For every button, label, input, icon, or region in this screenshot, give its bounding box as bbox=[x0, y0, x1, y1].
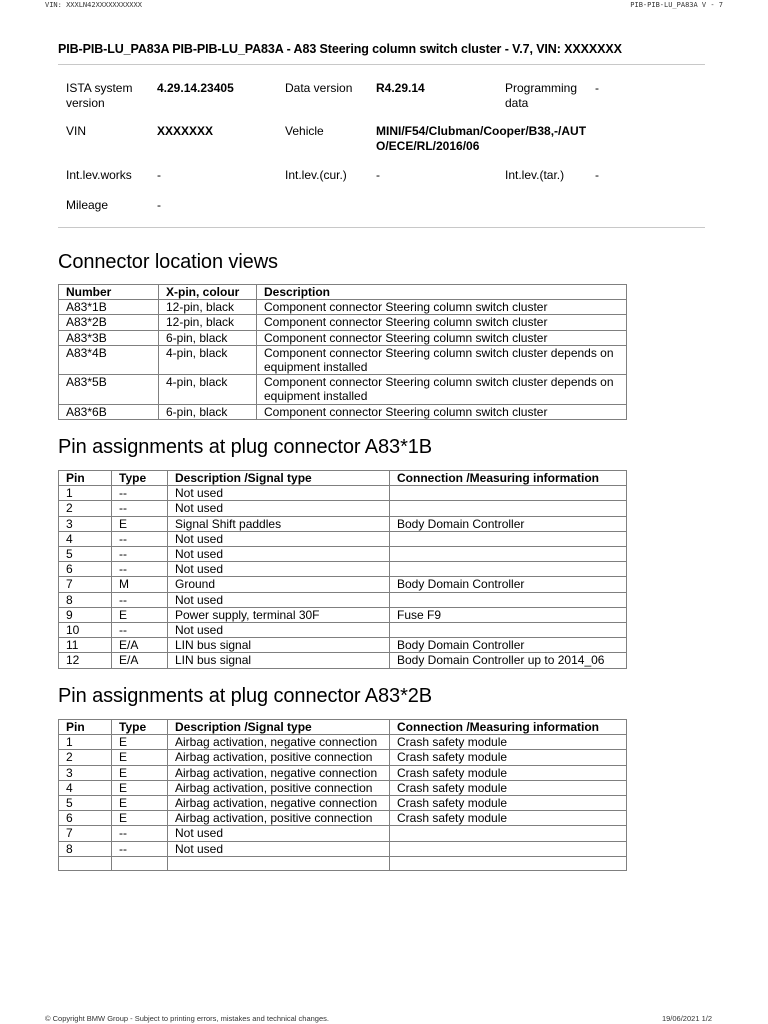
table-row bbox=[59, 375, 627, 404]
table-cell: Crash safety module bbox=[390, 780, 627, 795]
table-cell: E bbox=[112, 750, 168, 765]
mileage-label: Mileage bbox=[66, 198, 109, 212]
table-cell: A83*4B bbox=[59, 345, 159, 374]
table-row bbox=[59, 653, 627, 668]
table-row bbox=[59, 735, 627, 750]
table-cell: LIN bus signal bbox=[168, 638, 390, 653]
table-cell: Crash safety module bbox=[390, 796, 627, 811]
table-cell: 9 bbox=[59, 607, 112, 622]
table-cell: Component connector Steering column switch cluster bbox=[257, 330, 627, 345]
table-cell: 1 bbox=[59, 486, 112, 501]
table-row bbox=[59, 577, 627, 592]
table-row bbox=[59, 811, 627, 826]
table-cell: Signal Shift paddles bbox=[168, 516, 390, 531]
column-header: Type bbox=[112, 720, 168, 735]
table-row bbox=[59, 826, 627, 841]
table-cell: Not used bbox=[168, 501, 390, 516]
table-cell: Not used bbox=[168, 547, 390, 562]
table-cell bbox=[390, 486, 627, 501]
table-row bbox=[59, 315, 627, 330]
table-cell: Component connector Steering column switch cluster depends on equipment installed bbox=[257, 345, 627, 374]
copyright-footer: © Copyright BMW Group - Subject to printing errors, mistakes and technical changes. bbox=[45, 1014, 329, 1023]
table-cell: Not used bbox=[168, 531, 390, 546]
vehicle-value: MINI/F54/Clubman/Cooper/B38,-/AUTO/ECE/RL/2016/06 bbox=[376, 124, 587, 153]
column-header: Pin bbox=[59, 720, 112, 735]
table-cell: 12 bbox=[59, 653, 112, 668]
page-reference: PIB-PIB-LU_PA83A V - 7 bbox=[630, 1, 723, 9]
column-header: Connection /Measuring information bbox=[390, 720, 627, 735]
table-cell: 6-pin, black bbox=[159, 404, 257, 419]
table-cell: A83*2B bbox=[59, 315, 159, 330]
connector-views-table bbox=[58, 284, 627, 420]
divider bbox=[58, 227, 705, 228]
table-cell: A83*6B bbox=[59, 404, 159, 419]
table-row bbox=[59, 516, 627, 531]
table-cell: -- bbox=[112, 486, 168, 501]
table-cell: Component connector Steering column switch cluster bbox=[257, 300, 627, 315]
table-row bbox=[59, 300, 627, 315]
table-row bbox=[59, 501, 627, 516]
table-cell: E/A bbox=[112, 638, 168, 653]
table-cell: 12-pin, black bbox=[159, 300, 257, 315]
connector-views-heading: Connector location views bbox=[58, 251, 278, 273]
table-cell: Not used bbox=[168, 841, 390, 856]
table-row bbox=[59, 547, 627, 562]
table-cell bbox=[390, 826, 627, 841]
table-cell: Fuse F9 bbox=[390, 607, 627, 622]
table-cell: Crash safety module bbox=[390, 735, 627, 750]
table-cell: -- bbox=[112, 547, 168, 562]
table-cell: 4-pin, black bbox=[159, 345, 257, 374]
table-cell: -- bbox=[112, 501, 168, 516]
table-cell: Airbag activation, positive connection bbox=[168, 780, 390, 795]
vin-label: VIN bbox=[66, 124, 87, 138]
table-cell: A83*5B bbox=[59, 375, 159, 404]
column-header: Type bbox=[112, 471, 168, 486]
table-cell: E bbox=[112, 765, 168, 780]
table-cell bbox=[112, 856, 168, 870]
table-cell: E bbox=[112, 735, 168, 750]
table-cell: -- bbox=[112, 841, 168, 856]
table-cell: LIN bus signal bbox=[168, 653, 390, 668]
table-cell: Body Domain Controller bbox=[390, 516, 627, 531]
table-row bbox=[59, 841, 627, 856]
table-cell: -- bbox=[112, 592, 168, 607]
table-row bbox=[59, 404, 627, 419]
table-row bbox=[59, 765, 627, 780]
table-row bbox=[59, 780, 627, 795]
table-cell: -- bbox=[112, 562, 168, 577]
table-cell: Body Domain Controller bbox=[390, 577, 627, 592]
table-cell bbox=[390, 592, 627, 607]
table-cell: 7 bbox=[59, 826, 112, 841]
table-cell: Airbag activation, positive connection bbox=[168, 811, 390, 826]
pins-1b-table bbox=[58, 470, 627, 669]
table-cell bbox=[390, 623, 627, 638]
table-row bbox=[59, 592, 627, 607]
table-cell: 3 bbox=[59, 765, 112, 780]
vin-header: VIN: XXXLN42XXXXXXXXXXX bbox=[45, 1, 142, 9]
table-cell: 4 bbox=[59, 531, 112, 546]
table-cell: A83*3B bbox=[59, 330, 159, 345]
table-cell bbox=[390, 562, 627, 577]
table-row bbox=[59, 750, 627, 765]
programming-label: Programming data bbox=[505, 81, 578, 110]
table-header-row bbox=[59, 720, 627, 735]
table-cell: 5 bbox=[59, 547, 112, 562]
divider bbox=[58, 64, 705, 65]
table-cell: Not used bbox=[168, 592, 390, 607]
vin-value: XXXXXXX bbox=[157, 124, 214, 138]
table-cell: E bbox=[112, 780, 168, 795]
table-cell: 4 bbox=[59, 780, 112, 795]
table-cell: Airbag activation, negative connection bbox=[168, 796, 390, 811]
intlev-works-label: Int.lev.works bbox=[66, 168, 132, 182]
document-title: PIB-PIB-LU_PA83A PIB-PIB-LU_PA83A - A83 Steering column switch cluster - V.7, VIN: XXXXXXX bbox=[58, 42, 622, 56]
pins-1b-heading: Pin assignments at plug connector A83*1B bbox=[58, 436, 433, 458]
table-row bbox=[59, 638, 627, 653]
table-cell: Component connector Steering column switch cluster bbox=[257, 315, 627, 330]
table-cell bbox=[59, 856, 112, 870]
column-header: X-pin, colour bbox=[159, 285, 257, 300]
table-cell bbox=[390, 501, 627, 516]
table-cell: -- bbox=[112, 531, 168, 546]
table-row bbox=[59, 856, 627, 870]
table-cell: Not used bbox=[168, 826, 390, 841]
table-cell: -- bbox=[112, 826, 168, 841]
table-row bbox=[59, 345, 627, 374]
data-version-label: Data version bbox=[285, 81, 353, 95]
table-cell: 6-pin, black bbox=[159, 330, 257, 345]
table-row bbox=[59, 562, 627, 577]
table-cell: Body Domain Controller bbox=[390, 638, 627, 653]
table-row bbox=[59, 623, 627, 638]
table-cell bbox=[168, 856, 390, 870]
table-row bbox=[59, 796, 627, 811]
table-cell: 1 bbox=[59, 735, 112, 750]
table-row bbox=[59, 486, 627, 501]
pins-2b-table bbox=[58, 719, 627, 871]
table-header-row bbox=[59, 471, 627, 486]
column-header: Description bbox=[257, 285, 627, 300]
table-cell: 12-pin, black bbox=[159, 315, 257, 330]
data-version-value: R4.29.14 bbox=[376, 81, 425, 95]
ista-label: ISTA system version bbox=[66, 81, 133, 110]
table-row bbox=[59, 531, 627, 546]
table-cell: 5 bbox=[59, 796, 112, 811]
table-cell: Airbag activation, negative connection bbox=[168, 735, 390, 750]
table-cell: 6 bbox=[59, 811, 112, 826]
table-cell bbox=[390, 841, 627, 856]
table-cell: Not used bbox=[168, 623, 390, 638]
table-cell bbox=[390, 856, 627, 870]
ista-value: 4.29.14.23405 bbox=[157, 81, 234, 95]
table-cell: E bbox=[112, 796, 168, 811]
table-cell: 8 bbox=[59, 841, 112, 856]
table-cell: 8 bbox=[59, 592, 112, 607]
column-header: Pin bbox=[59, 471, 112, 486]
column-header: Connection /Measuring information bbox=[390, 471, 627, 486]
intlev-tar-value: - bbox=[595, 168, 599, 182]
table-cell: Ground bbox=[168, 577, 390, 592]
table-cell: -- bbox=[112, 623, 168, 638]
table-cell: Not used bbox=[168, 486, 390, 501]
table-header-row bbox=[59, 285, 627, 300]
table-cell: 2 bbox=[59, 501, 112, 516]
column-header: Description /Signal type bbox=[168, 720, 390, 735]
table-cell: E bbox=[112, 516, 168, 531]
date-page-footer: 19/06/2021 1/2 bbox=[661, 1014, 712, 1023]
table-cell: 3 bbox=[59, 516, 112, 531]
table-cell: 4-pin, black bbox=[159, 375, 257, 404]
table-cell: Component connector Steering column switch cluster depends on equipment installed bbox=[257, 375, 627, 404]
pins-2b-heading: Pin assignments at plug connector A83*2B bbox=[58, 685, 433, 707]
table-cell: A83*1B bbox=[59, 300, 159, 315]
column-header: Number bbox=[59, 285, 159, 300]
table-cell: Body Domain Controller up to 2014_06 bbox=[390, 653, 627, 668]
table-row bbox=[59, 607, 627, 622]
table-cell: 10 bbox=[59, 623, 112, 638]
table-cell: 2 bbox=[59, 750, 112, 765]
intlev-cur-label: Int.lev.(cur.) bbox=[285, 168, 347, 182]
table-cell: Component connector Steering column switch cluster bbox=[257, 404, 627, 419]
column-header: Description /Signal type bbox=[168, 471, 390, 486]
table-cell: Power supply, terminal 30F bbox=[168, 607, 390, 622]
table-cell bbox=[390, 547, 627, 562]
table-cell: Not used bbox=[168, 562, 390, 577]
table-cell: 11 bbox=[59, 638, 112, 653]
intlev-works-value: - bbox=[157, 168, 161, 182]
intlev-tar-label: Int.lev.(tar.) bbox=[505, 168, 565, 182]
table-cell bbox=[390, 531, 627, 546]
table-cell: 7 bbox=[59, 577, 112, 592]
table-cell: M bbox=[112, 577, 168, 592]
table-cell: Crash safety module bbox=[390, 811, 627, 826]
table-cell: E/A bbox=[112, 653, 168, 668]
table-cell: 6 bbox=[59, 562, 112, 577]
table-row bbox=[59, 330, 627, 345]
table-cell: E bbox=[112, 607, 168, 622]
table-cell: Crash safety module bbox=[390, 750, 627, 765]
table-cell: Airbag activation, negative connection bbox=[168, 765, 390, 780]
table-cell: Airbag activation, positive connection bbox=[168, 750, 390, 765]
intlev-cur-value: - bbox=[376, 168, 380, 182]
mileage-value: - bbox=[157, 198, 161, 212]
table-cell: E bbox=[112, 811, 168, 826]
vehicle-label: Vehicle bbox=[285, 124, 324, 138]
table-cell: Crash safety module bbox=[390, 765, 627, 780]
programming-value: - bbox=[595, 81, 599, 95]
